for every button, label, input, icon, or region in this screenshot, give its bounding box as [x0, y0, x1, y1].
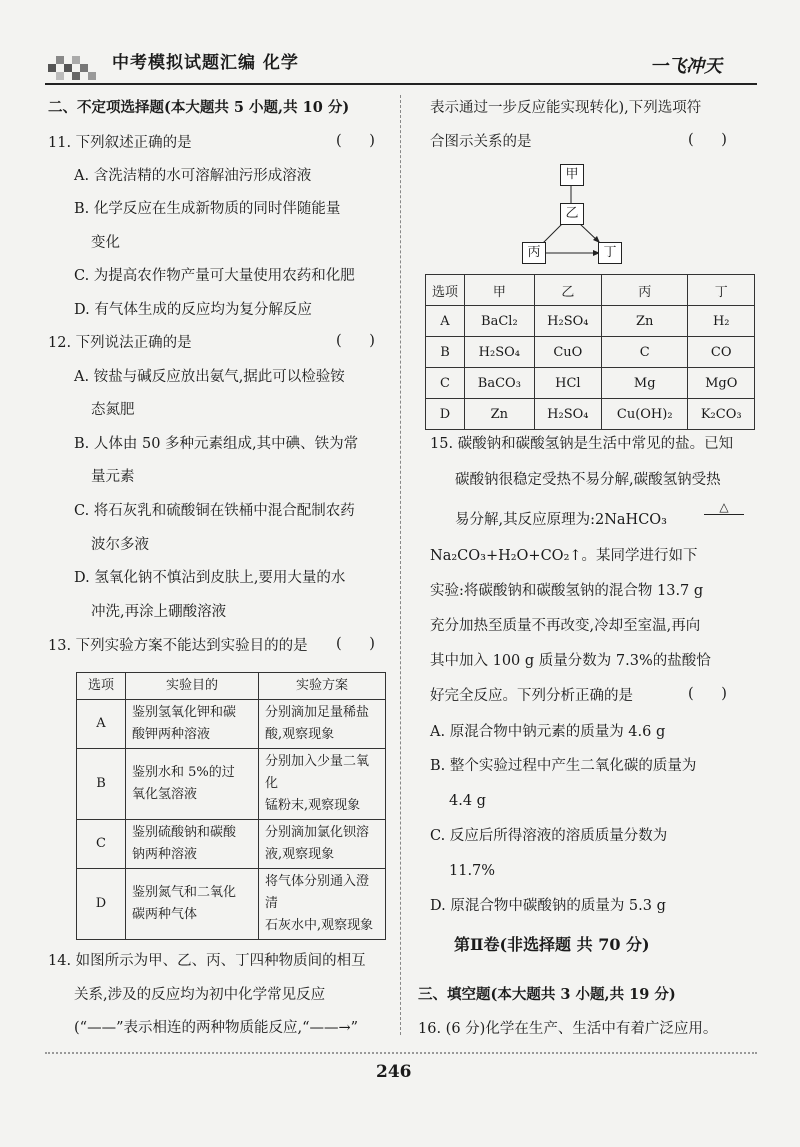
q13-plan — [259, 700, 386, 749]
q15-stem-line7: 其中加入 100 g 质量分数为 7.3%的盐酸恰 — [430, 653, 711, 669]
q14-stem-line1: 14. 如图所示为甲、乙、丙、丁四种物质间的相互 — [48, 953, 366, 969]
q13-purpose-line1: 鉴别氮气和二氧化 — [132, 885, 237, 900]
table-row — [77, 869, 386, 940]
q13-table — [76, 672, 386, 940]
q13-plan-line1: 分别滴加足量稀盐 — [265, 705, 370, 720]
q14-cell: H₂ — [688, 306, 755, 337]
q12-option-c-cont: 波尔多液 — [91, 537, 149, 553]
q14-table — [425, 274, 755, 430]
q14-cell: CO — [688, 337, 755, 368]
q12-option-d-cont: 冲洗,再涂上硼酸溶液 — [91, 604, 227, 620]
q12-stem: 12. 下列说法正确的是 — [48, 335, 192, 351]
q12-option-b-cont: 量元素 — [91, 469, 135, 485]
q14-cell: H₂SO₄ — [465, 337, 535, 368]
section-3-heading: 三、填空题(本大题共 3 小题,共 19 分) — [418, 986, 676, 1003]
q13-th-option: 选项 — [77, 673, 126, 700]
table-row — [426, 368, 755, 399]
q16-stem: 16. (6 分)化学在生产、生活中有着广泛应用。 — [418, 1021, 718, 1037]
q13-plan-line2: 液,观察现象 — [265, 847, 335, 862]
q14-stem-line4: 表示通过一步反应能实现转化),下列选项符 — [430, 100, 702, 116]
q12-option-d: D. 氢氧化钠不慎沾到皮肤上,要用大量的水 — [74, 570, 346, 586]
page-number: 246 — [376, 1062, 412, 1082]
q13-purpose — [126, 869, 259, 940]
q14-stem-line5: 合图示关系的是 — [430, 134, 532, 150]
table-row — [77, 700, 386, 749]
table-row — [77, 749, 386, 820]
q14-cell: Zn — [601, 306, 687, 337]
q14-th-bing: 丙 — [601, 275, 687, 306]
section-2-heading: 二、不定项选择题(本大题共 5 小题,共 10 分) — [48, 99, 350, 116]
node-ding: 丁 — [598, 242, 622, 264]
q15-answer-paren: ( ) — [688, 686, 727, 702]
header-rule — [45, 83, 757, 85]
q13-th-plan: 实验方案 — [259, 673, 386, 700]
q14-cell: C — [426, 368, 465, 399]
q13-purpose — [126, 820, 259, 869]
q14-th-ding: 丁 — [688, 275, 755, 306]
q15-stem-line1: 15. 碳酸钠和碳酸氢钠是生活中常见的盐。已知 — [430, 436, 734, 452]
q14-cell: Cu(OH)₂ — [601, 399, 687, 430]
q12-option-a: A. 铵盐与碱反应放出氨气,据此可以检验铵 — [74, 369, 345, 385]
q15-option-a: A. 原混合物中钠元素的质量为 4.6 g — [430, 724, 666, 740]
q13-plan — [259, 749, 386, 820]
q14-stem-line2: 关系,涉及的反应均为初中化学常见反应 — [74, 987, 326, 1003]
q14-th-yi: 乙 — [534, 275, 601, 306]
q13-purpose-line2: 氧化氢溶液 — [132, 787, 198, 802]
q11-stem: 11. 下列叙述正确的是 — [48, 135, 192, 151]
q14-cell: H₂SO₄ — [534, 399, 601, 430]
q14-cell: BaCO₃ — [465, 368, 535, 399]
q13-plan-line2: 锰粉末,观察现象 — [265, 798, 361, 813]
q15-stem-line6: 充分加热至质量不再改变,冷却至室温,再向 — [430, 618, 701, 634]
table-row — [426, 399, 755, 430]
q13-purpose-line2: 酸钾两种溶液 — [132, 727, 211, 742]
q13-answer-paren: ( ) — [336, 636, 375, 652]
q15-option-c-cont: 11.7% — [449, 863, 496, 879]
q13-table-header — [77, 673, 386, 700]
heat-condition: △ — [704, 500, 744, 515]
q11-option-b: B. 化学反应在生成新物质的同时伴随能量 — [74, 201, 341, 217]
q13-purpose-line1: 鉴别水和 5%的过 — [132, 765, 235, 780]
q14-cell: Mg — [601, 368, 687, 399]
node-jia: 甲 — [560, 164, 584, 186]
q14-cell: HCl — [534, 368, 601, 399]
q14-table-header — [426, 275, 755, 306]
node-bing: 丙 — [522, 242, 546, 264]
table-row — [426, 306, 755, 337]
q14-cell: B — [426, 337, 465, 368]
q14-cell: CuO — [534, 337, 601, 368]
q14-cell: MgO — [688, 368, 755, 399]
node-yi: 乙 — [560, 203, 584, 225]
q14-th-option: 选项 — [426, 275, 465, 306]
q13-opt: D — [77, 869, 126, 940]
q13-stem: 13. 下列实验方案不能达到实验目的的是 — [48, 638, 308, 654]
q12-option-b: B. 人体由 50 多种元素组成,其中碘、铁为常 — [74, 436, 359, 452]
table-row — [426, 337, 755, 368]
q15-stem-line8: 好完全反应。下列分析正确的是 — [430, 688, 633, 704]
q14-answer-paren: ( ) — [688, 132, 727, 148]
q13-purpose-line1: 鉴别硫酸钠和碳酸 — [132, 825, 237, 840]
q13-plan-line1: 将气体分别通入澄清 — [265, 874, 370, 911]
q13-purpose-line2: 钠两种溶液 — [132, 847, 198, 862]
footer-rule — [45, 1052, 757, 1056]
q12-answer-paren: ( ) — [336, 333, 375, 349]
q14-cell: C — [601, 337, 687, 368]
q15-option-c: C. 反应后所得溶液的溶质质量分数为 — [430, 828, 668, 844]
q14-th-jia: 甲 — [465, 275, 535, 306]
q13-purpose — [126, 700, 259, 749]
q13-plan — [259, 820, 386, 869]
q15-option-b: B. 整个实验过程中产生二氧化碳的质量为 — [430, 758, 697, 774]
q13-plan — [259, 869, 386, 940]
q13-opt: A — [77, 700, 126, 749]
q13-opt: C — [77, 820, 126, 869]
q14-cell: D — [426, 399, 465, 430]
q13-plan-line2: 石灰水中,观察现象 — [265, 918, 374, 933]
q11-option-b-cont: 变化 — [91, 235, 120, 251]
q13-purpose-line2: 碳两种气体 — [132, 907, 198, 922]
q11-option-a: A. 含洗洁精的水可溶解油污形成溶液 — [74, 168, 312, 184]
header-brand: 一飞冲天 — [650, 56, 722, 77]
q12-option-a-cont: 态氮肥 — [91, 402, 135, 418]
q15-stem-line4: Na₂CO₃+H₂O+CO₂↑。某同学进行如下 — [430, 548, 698, 564]
header-logo — [48, 50, 106, 80]
q14-cell: K₂CO₃ — [688, 399, 755, 430]
q15-option-d: D. 原混合物中碳酸钠的质量为 5.3 g — [430, 898, 666, 914]
q15-option-b-cont: 4.4 g — [449, 793, 486, 809]
q12-option-c: C. 将石灰乳和硫酸铜在铁桶中混合配制农药 — [74, 503, 355, 519]
q13-purpose-line1: 鉴别氢氧化钾和碳 — [132, 705, 237, 720]
link-yi-bing — [542, 224, 562, 244]
q14-cell: H₂SO₄ — [534, 306, 601, 337]
q15-stem-line5: 实验:将碳酸钠和碳酸氢钠的混合物 13.7 g — [430, 583, 704, 599]
q11-answer-paren: ( ) — [336, 133, 375, 149]
q15-stem-line3: 易分解,其反应原理为:2NaHCO₃ — [455, 512, 667, 528]
table-row — [77, 820, 386, 869]
q11-option-c: C. 为提高农作物产量可大量使用农药和化肥 — [74, 268, 355, 284]
q13-opt: B — [77, 749, 126, 820]
q14-cell: Zn — [465, 399, 535, 430]
q13-plan-line1: 分别加入少量二氧化 — [265, 754, 370, 791]
q14-cell: BaCl₂ — [465, 306, 535, 337]
q14-cell: A — [426, 306, 465, 337]
q11-option-d: D. 有气体生成的反应均为复分解反应 — [74, 302, 312, 318]
q13-purpose — [126, 749, 259, 820]
part2-heading: 第Ⅱ卷(非选择题 共 70 分) — [454, 935, 650, 954]
header-title: 中考模拟试题汇编 化学 — [112, 53, 299, 73]
q13-th-purpose: 实验目的 — [126, 673, 259, 700]
column-divider — [400, 95, 401, 1035]
q15-stem-line2: 碳酸钠很稳定受热不易分解,碳酸氢钠受热 — [455, 472, 721, 488]
q13-plan-line2: 酸,观察现象 — [265, 727, 335, 742]
q14-stem-line3: (“——”表示相连的两种物质能反应,“——→” — [74, 1020, 359, 1036]
q13-plan-line1: 分别滴加氯化钡溶 — [265, 825, 370, 840]
